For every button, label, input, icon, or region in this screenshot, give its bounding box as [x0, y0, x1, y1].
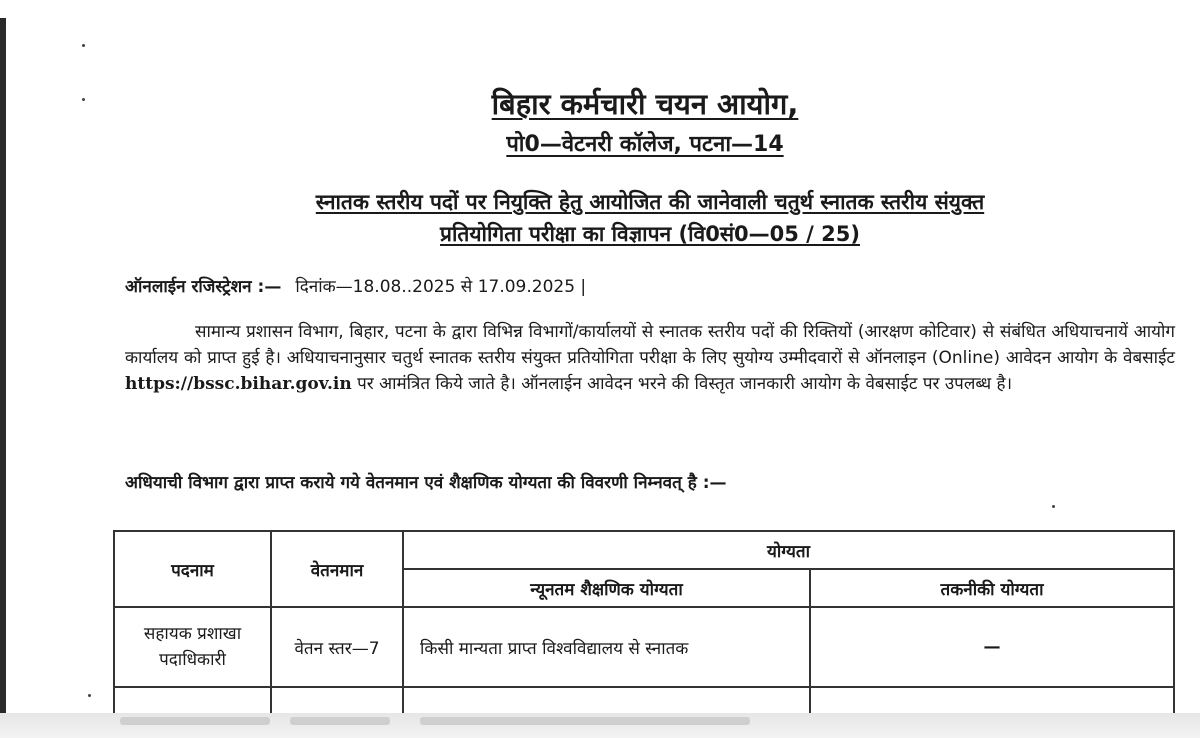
table-heading: अधियाची विभाग द्वारा प्राप्त कराये गये वेतनमान एवं शैक्षणिक योग्यता की विवरणी निम्नवत् है :— — [125, 473, 727, 493]
registration-dates: दिनांक—18.08..2025 से 17.09.2025 | — [295, 277, 587, 297]
header-post: पदनाम — [114, 531, 271, 607]
qualification-table — [113, 530, 1175, 720]
intro-text-part1: सामान्य प्रशासन विभाग, बिहार, पटना के द्वारा विभिन्न विभागों/कार्यालयों से स्नातक स्तरीय पदों की रिक्तियों (आरक्षण कोटिवार) से संबंधित अधियाचनायें आयोग कार्यालय को प्राप्त हुई है। अधियाचनानुसार चतुर्थ स्नातक स्तरीय संयुक्त प्रतियोगिता परीक्षा के लिए सुयोग्य उम्मीदवारों से ऑनलाइन (Online) आवेदन आयोग के वेबसाईट — [125, 322, 1175, 368]
header-technical: तकनीकी योग्यता — [810, 569, 1174, 607]
scan-speck — [88, 694, 91, 697]
advertisement-subject — [170, 186, 1130, 250]
subject-line-2: प्रतियोगिता परीक्षा का विज्ञापन (वि0सं0—05 / 25) — [440, 222, 860, 246]
cropped-bottom-edge — [0, 713, 1200, 738]
organization-title: बिहार कर्मचारी चयन आयोग, — [491, 87, 799, 121]
header-qualification: योग्यता — [403, 531, 1174, 569]
table-header-row — [114, 531, 1174, 569]
cell-min-education: किसी मान्यता प्राप्त विश्वविद्यालय से स्नातक — [403, 607, 810, 687]
intro-paragraph — [125, 319, 1175, 397]
registration-label: ऑनलाईन रजिस्ट्रेशन :— — [125, 277, 282, 297]
subject-line-1: स्नातक स्तरीय पदों पर नियुक्ति हेतु आयोजित की जानेवाली चतुर्थ स्नातक स्तरीय संयुक्त — [315, 190, 985, 214]
registration-line — [125, 274, 586, 297]
page-edge-shadow — [0, 18, 6, 718]
scan-speck — [82, 44, 85, 47]
header-min-education: न्यूनतम शैक्षणिक योग्यता — [403, 569, 810, 607]
organization-address: पो0—वेटनरी कॉलेज, पटना—14 — [506, 132, 784, 157]
cell-technical: — — [810, 607, 1174, 687]
table-row — [114, 607, 1174, 687]
cell-post: सहायक प्रशाखा पदाधिकारी — [114, 607, 271, 687]
intro-text-part2: पर आमंत्रित किये जाते है। ऑनलाईन आवेदन भरने की विस्तृत जानकारी आयोग के वेबसाईट पर उपलब्ध है। — [357, 374, 1013, 394]
scan-speck — [1052, 505, 1055, 508]
website-link[interactable]: https://bssc.bihar.gov.in — [125, 374, 352, 394]
header-pay-scale: वेतनमान — [271, 531, 403, 607]
cell-pay: वेतन स्तर—7 — [271, 607, 403, 687]
